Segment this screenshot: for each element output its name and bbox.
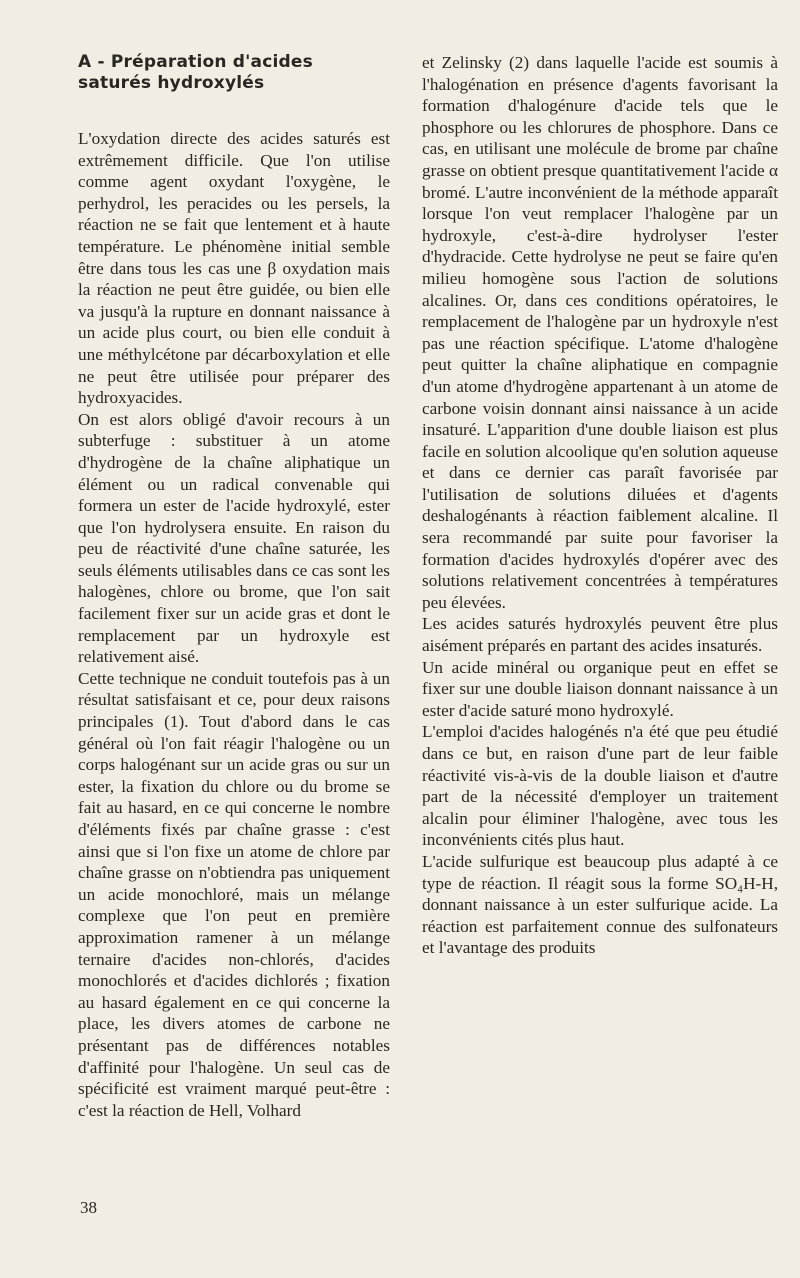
page-number: 38 (80, 1198, 97, 1217)
paragraph: Cette technique ne conduit toutefois pas à un résultat satisfaisant et ce, pour deux raisons principales (1). Tout d'abord dans le cas général où l'on fait réagir l'halogène ou un corps halogénant sur un acide gras ou sur un ester, la fixation du chlore ou du brome se fait au hasard, en ce qui concerne le nombre d'éléments fixés par chaîne grasse : c'est ainsi que si l'on fixe un atome de chlore par chaîne grasse on n'obtiendra pas uniquement un acide monochloré, mais un mélange complexe que l'on peut en première approximation ramener à un mélange ternaire d'acides non-chlorés, d'acides monochlorés et d'acides dichlorés ; fixation au hasard également en ce qui concerne la place, les divers atomes de carbone ne présentant pas de différences notables d'affinité pour l'halogène. Un seul cas de spécificité est vraiment marqué peut-être : c'est la réaction de Hell, Volhard (78, 668, 390, 1120)
left-column (78, 52, 390, 1121)
paragraph: et Zelinsky (2) dans laquelle l'acide est soumis à l'halogénation en présence d'agents favorisant la formation d'halogénure d'acide tels que le phosphore ou les chlorures de phosphore. Dans ce cas, en utilisant une molécule de brome par chaîne grasse on obtient presque quantitativement l'acide α bromé. L'autre inconvénient de la méthode apparaît lorsque l'on veut remplacer l'halogène par un hydroxyle, c'est-à-dire hydrolyser l'ester d'hydracide. Cette hydrolyse ne peut se faire qu'en milieu homogène sous l'action de solutions alcalines. Or, dans ces conditions opératoires, le remplacement de l'halogène par un hydroxyle n'est pas une réaction spécifique. L'atome d'halogène peut quitter la chaîne aliphatique en compagnie d'un atome d'hydrogène appartenant à un atome de carbone voisin donnant ainsi naissance à un acide insaturé. L'apparition d'une double liaison est plus facile en solution alcoolique qu'en solution aqueuse et dans ce dernier cas paraît favorisée par l'utilisation de solutions diluées et d'agents deshalogénants à réaction faiblement alcaline. Il sera recommandé par suite pour favoriser la formation d'acides hydroxylés d'opérer avec des solutions relativement concentrées à températures peu élevées. (422, 53, 778, 612)
paragraph: Un acide minéral ou organique peut en effet se fixer sur une double liaison donnant naissance à un ester d'acide saturé mono hydroxylé. (422, 657, 778, 720)
paragraph: On est alors obligé d'avoir recours à un subterfuge : substituer à un atome d'hydrogène de la chaîne aliphatique un élément ou un radical convenable qui formera un ester de l'acide hydroxylé, ester que l'on hydrolysera ensuite. En raison du peu de réactivité d'une chaîne saturée, les seuls éléments utilisables dans ce cas sont les halogènes, chlore ou brome, que l'on sait facilement fixer sur un acide gras et dont le remplacement par un hydroxyle est relativement aisé. (78, 409, 390, 667)
right-column (422, 52, 778, 959)
paragraph: L'acide sulfurique est beaucoup plus adapté à ce type de réaction. Il réagit sous la forme SO₄H-H, donnant naissance à un ester sulfurique acide. La réaction est parfaitement connue des sulfonateurs et l'avantage des produits (422, 851, 778, 958)
paragraph: L'oxydation directe des acides saturés est extrêmement difficile. Que l'on utilise comme agent oxydant l'oxygène, le perhydrol, les peracides ou les persels, la réaction ne se fait que lentement et à haute température. Le phénomène initial semble être dans tous les cas une β oxydation mais la réaction ne peut être guidée, ou bien elle va jusqu'à la rupture en donnant naissance à un acide plus court, ou bien elle conduit à une méthylcétone par décarboxylation et elle ne peut être utilisée pour préparer des hydroxyacides. (78, 129, 390, 408)
paragraph: L'emploi d'acides halogénés n'a été que peu étudié dans ce but, en raison d'une part de leur faible réactivité vis-à-vis de la double liaison et d'autre part de la nécessité d'employer un traitement alcalin pour éliminer l'halogène, avec tous les inconvénients cités plus haut. (422, 722, 778, 850)
section-heading: A - Préparation d'acides saturés hydroxylés (78, 52, 313, 93)
paragraph: Les acides saturés hydroxylés peuvent être plus aisément préparés en partant des acides insaturés. (422, 614, 778, 656)
